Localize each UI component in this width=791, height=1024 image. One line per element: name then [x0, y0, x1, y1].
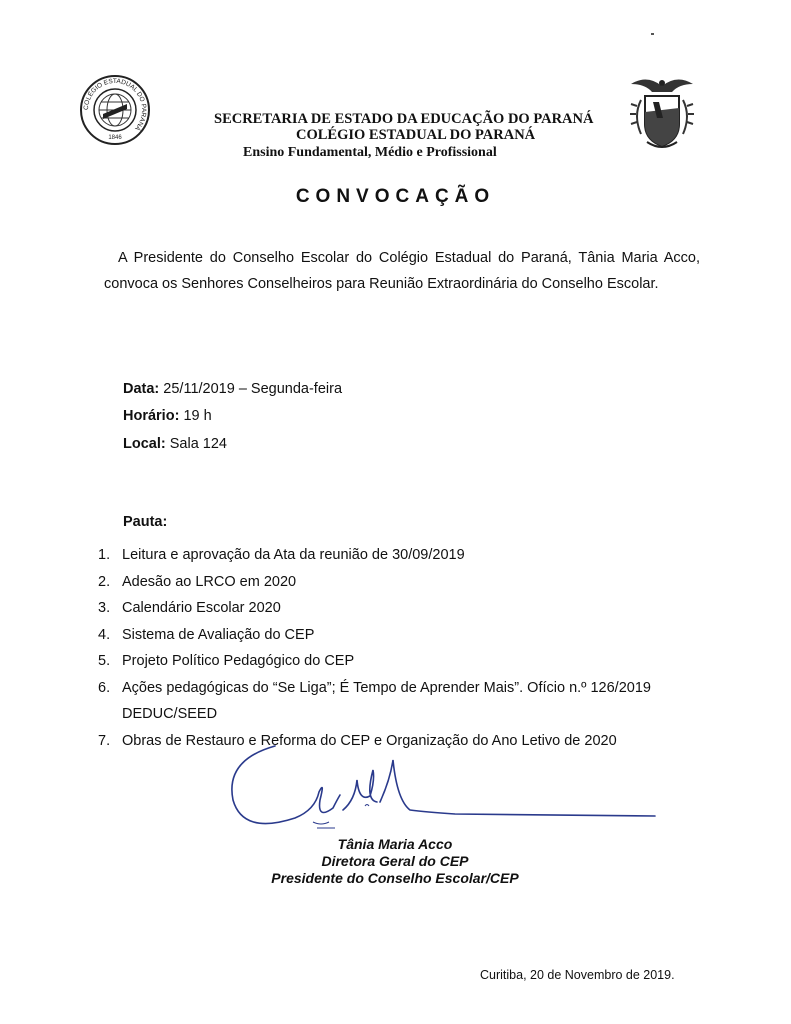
- intro-paragraph: A Presidente do Conselho Escolar do Colégio Estadual do Paraná, Tânia Maria Acco, convoca os Senhores Conselheiros para Reunião Extraordinária do Conselho Escolar.: [104, 250, 700, 292]
- signer-role-director: Diretora Geral do CEP: [321, 853, 469, 869]
- agenda-item: 1. Leitura e aprovação da Ata da reunião de 30/09/2019: [98, 547, 465, 563]
- meeting-time: [123, 408, 212, 424]
- parana-coat-of-arms-logo: [627, 72, 697, 152]
- meeting-time-label: Horário:: [123, 408, 180, 424]
- handwritten-signature: [225, 740, 665, 840]
- signer-name: Tânia Maria Acco: [337, 836, 453, 852]
- meeting-location-value: Sala 124: [169, 436, 227, 452]
- meeting-location: [123, 436, 227, 452]
- agenda-item: 7. Obras de Restauro e Reforma do CEP e Organização do Ano Letivo de 2020: [98, 732, 617, 749]
- meeting-date: [123, 381, 342, 397]
- place-date-line: Curitiba, 20 de Novembro de 2019.: [480, 968, 675, 982]
- agenda-heading: Pauta:: [123, 514, 168, 530]
- agenda-item: 6. Ações pedagógicas do “Se Liga”; É Tempo de Aprender Mais”. Ofício n.º 126/2019 DEDUC/SEED: [98, 679, 651, 722]
- agenda-item: 3. Calendário Escolar 2020: [98, 600, 281, 616]
- signer-role-president: Presidente do Conselho Escolar/CEP: [271, 870, 519, 886]
- meeting-date-label: Data:: [123, 381, 160, 397]
- agenda-list: [98, 542, 718, 754]
- agenda-item: 2. Adesão ao LRCO em 2020: [98, 573, 297, 590]
- school-seal-logo: [79, 74, 151, 146]
- header-ensino: Ensino Fundamental, Médio e Profissional: [243, 145, 497, 160]
- agenda-item: 4. Sistema de Avaliação do CEP: [98, 626, 315, 643]
- header-secretaria: SECRETARIA DE ESTADO DA EDUCAÇÃO DO PARANÁ: [214, 111, 594, 127]
- scan-speck: [651, 33, 654, 35]
- svg-text:COLÉGIO ESTADUAL DO PARANÁ: COLÉGIO ESTADUAL DO PARANÁ: [82, 77, 148, 132]
- meeting-date-value: 25/11/2019 – Segunda-feira: [163, 381, 343, 397]
- meeting-time-value: 19 h: [183, 408, 212, 424]
- header-colegio: COLÉGIO ESTADUAL DO PARANÁ: [296, 127, 536, 143]
- agenda-item: 5. Projeto Político Pedagógico do CEP: [98, 653, 355, 669]
- document-title: CONVOCAÇÃO: [295, 186, 496, 207]
- svg-text:1846: 1846: [108, 135, 122, 141]
- meeting-location-label: Local:: [123, 436, 166, 452]
